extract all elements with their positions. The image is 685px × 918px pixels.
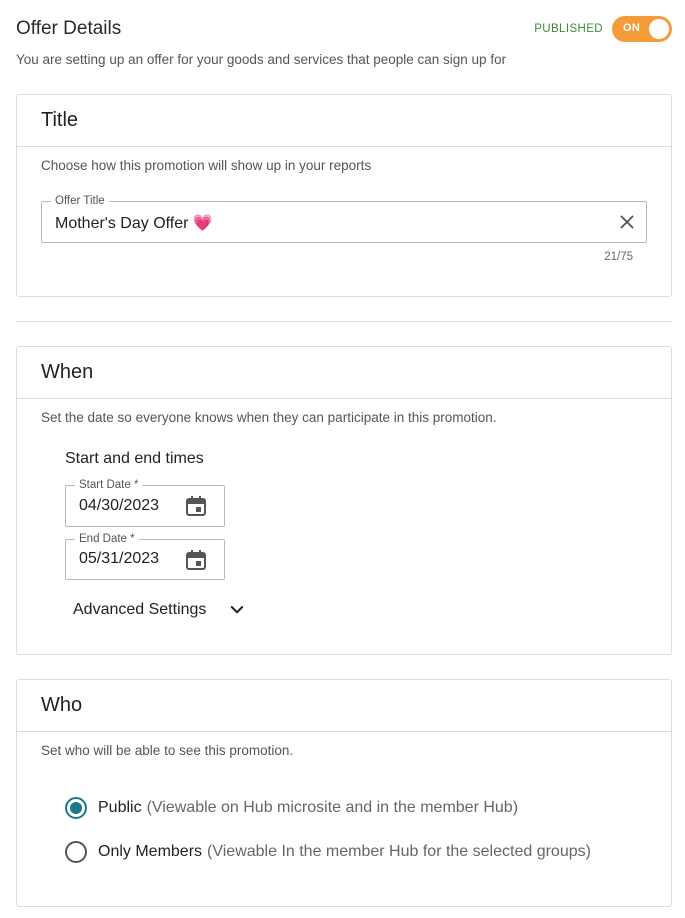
offer-title-value: Mother's Day Offer 💗 xyxy=(55,215,213,232)
start-date-value: 04/30/2023 xyxy=(79,497,160,514)
only-members-option-label: Only Members xyxy=(98,843,203,860)
advanced-settings-label: Advanced Settings xyxy=(73,601,207,618)
start-date-field[interactable] xyxy=(65,479,225,527)
public-option-label: Public xyxy=(98,799,142,816)
who-card-description: Set who will be able to see this promotion. xyxy=(41,743,294,758)
who-card xyxy=(16,679,672,907)
offer-details-header xyxy=(16,18,672,67)
title-card xyxy=(16,94,672,297)
chevron-down-icon xyxy=(228,601,246,619)
advanced-settings-toggle[interactable] xyxy=(73,601,246,619)
only-members-option-hint: (Viewable In the member Hub for the selected groups) xyxy=(207,843,591,860)
calendar-icon[interactable] xyxy=(184,494,208,518)
public-radio[interactable] xyxy=(65,797,87,819)
when-card xyxy=(16,346,672,655)
offer-title-field[interactable] xyxy=(41,195,647,243)
calendar-icon[interactable] xyxy=(184,548,208,572)
page-subtitle: You are setting up an offer for your goods and services that people can sign up for xyxy=(16,52,507,67)
title-card-heading: Title xyxy=(17,95,671,147)
publish-toggle[interactable] xyxy=(612,16,672,42)
start-date-label: Start Date * xyxy=(75,478,142,492)
end-date-label: End Date * xyxy=(75,532,139,546)
when-card-heading: When xyxy=(17,347,671,399)
when-card-description: Set the date so everyone knows when they can participate in this promotion. xyxy=(41,410,497,425)
toggle-on-label: ON xyxy=(623,22,641,34)
page-title: Offer Details xyxy=(16,18,122,39)
close-icon[interactable] xyxy=(616,211,638,233)
members-visibility-option[interactable] xyxy=(65,841,591,863)
end-date-value: 05/31/2023 xyxy=(79,550,160,567)
end-date-field[interactable] xyxy=(65,533,225,580)
only-members-radio[interactable] xyxy=(65,841,87,863)
section-divider xyxy=(16,321,672,322)
public-visibility-option[interactable] xyxy=(65,797,518,819)
offer-title-char-count: 21/75 xyxy=(604,251,633,263)
offer-title-label: Offer Title xyxy=(51,194,109,208)
publish-status xyxy=(534,16,672,42)
public-option-hint: (Viewable on Hub microsite and in the member Hub) xyxy=(146,799,519,816)
title-card-description: Choose how this promotion will show up in your reports xyxy=(41,158,372,173)
start-end-times-label: Start and end times xyxy=(65,450,204,467)
toggle-knob xyxy=(649,19,669,39)
published-status-label: PUBLISHED xyxy=(534,23,603,35)
who-card-heading: Who xyxy=(17,680,671,732)
